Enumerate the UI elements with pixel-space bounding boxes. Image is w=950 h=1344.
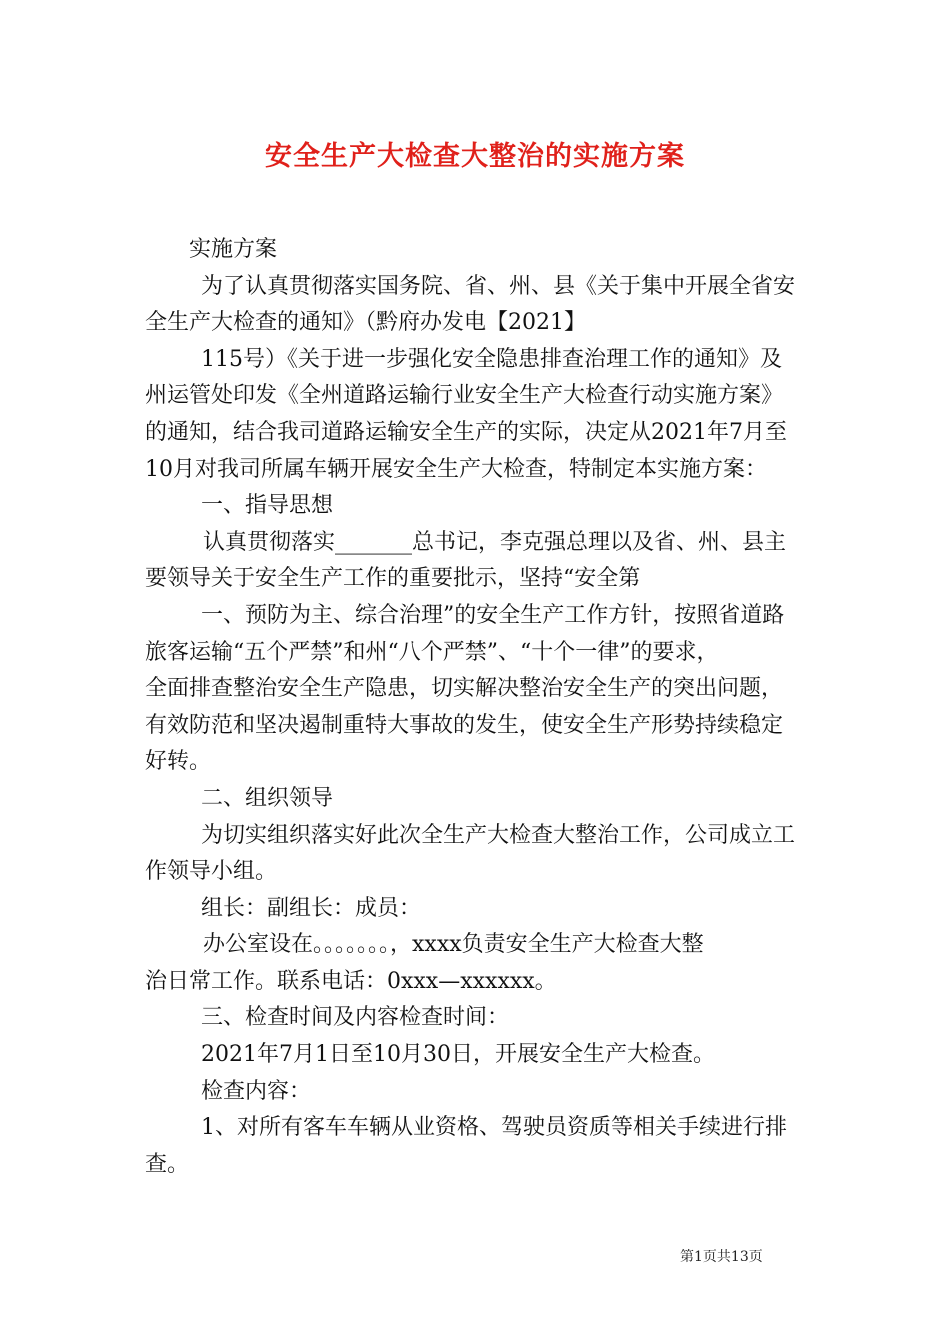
paragraph-line: 有效防范和坚决遏制重特大事故的发生，使安全生产形势持续稳定 xyxy=(145,712,784,738)
paragraph-line: 查。 xyxy=(145,1151,190,1177)
section-heading: 二、组织领导 xyxy=(201,785,334,811)
paragraph-line: 办公室设在。。。。。。。，xxxx负责安全生产大检查大整 xyxy=(203,932,704,958)
paragraph-line: 全面排查整治安全生产隐患，切实解决整治安全生产的突出问题， xyxy=(145,676,784,702)
document-title: 安全生产大检查大整治的实施方案 xyxy=(265,141,685,172)
paragraph-line: 的通知，结合我司道路运输安全生产的实际，决定从2021年7月至 xyxy=(145,419,787,445)
paragraph-line: 为了认真贯彻落实国务院、省、州、县《关于集中开展全省安 xyxy=(201,273,796,299)
paragraph-line: 115号）《关于进一步强化安全隐患排查治理工作的通知》及 xyxy=(201,346,782,372)
paragraph-line: 10月对我司所属车辆开展安全生产大检查，特制定本实施方案： xyxy=(145,456,767,482)
section-heading: 三、检查时间及内容检查时间： xyxy=(201,1005,510,1031)
paragraph-line: 州运管处印发《全州道路运输行业安全生产大检查行动实施方案》 xyxy=(145,383,784,409)
paragraph-line: 1、对所有客车车辆从业资格、驾驶员资质等相关手续进行排 xyxy=(201,1115,787,1141)
section-heading: 一、指导思想 xyxy=(201,493,334,519)
paragraph-line: 2021年7月1日至10月30日，开展安全生产大检查。 xyxy=(201,1042,715,1068)
document-body xyxy=(145,232,807,1183)
paragraph-line: 为切实组织落实好此次全生产大检查大整治工作，公司成立工 xyxy=(201,822,796,848)
paragraph-line: 组长：副组长：成员： xyxy=(201,895,422,921)
paragraph-line: 检查内容： xyxy=(201,1078,312,1104)
paragraph-line: 认真贯彻落实_______总书记，李克强总理以及省、州、县主 xyxy=(203,529,787,555)
page-footer: 第1页共13页 xyxy=(680,1249,763,1265)
section-label: 实施方案 xyxy=(189,237,278,262)
paragraph-line: 治日常工作。联系电话：0xxx—xxxxxx。 xyxy=(145,968,557,994)
paragraph-line: 一、预防为主、综合治理”的安全生产工作方针，按照省道路 xyxy=(201,602,785,628)
paragraph-line: 全生产大检查的通知》（黔府办发电【2021】 xyxy=(145,310,586,336)
paragraph-line: 好转。 xyxy=(145,749,212,775)
paragraph-line: 旅客运输“五个严禁”和州“八个严禁”、“十个一律”的要求， xyxy=(145,639,719,665)
paragraph-line: 作领导小组。 xyxy=(145,859,278,885)
paragraph-line: 要领导关于安全生产工作的重要批示，坚持“安全第 xyxy=(145,566,641,592)
